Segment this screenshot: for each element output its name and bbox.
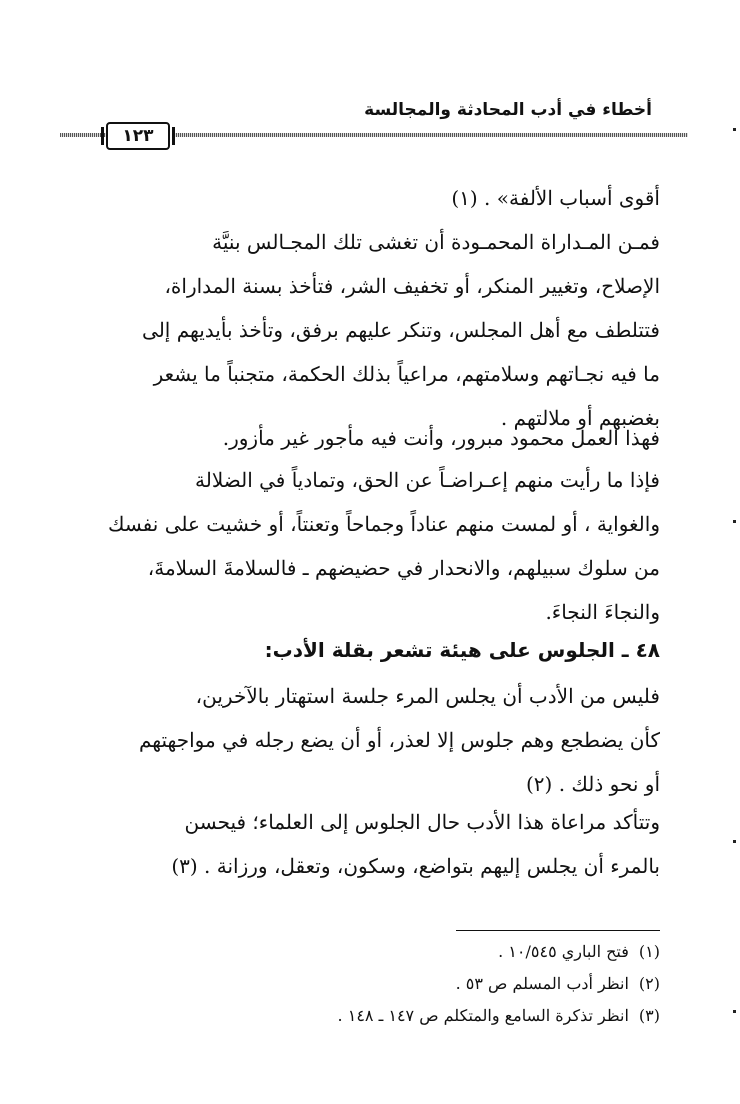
header-rule-right — [172, 133, 688, 137]
paragraph-6 — [60, 800, 660, 888]
text-line: وتتأكد مراعاة هذا الأدب حال الجلوس إلى العلماء؛ فيحسن — [184, 810, 660, 834]
paragraph-3 — [60, 416, 660, 460]
scan-speck — [733, 520, 736, 523]
footnote-text: انظر أدب المسلم ص ٥٣ . — [455, 974, 629, 993]
footnote-text: فتح الباري ١٠/٥٤٥ . — [498, 942, 629, 961]
scan-speck — [733, 1010, 736, 1013]
text-line: أقوى أسباب الألفة» . (١) — [451, 186, 660, 210]
header-rule-left — [60, 133, 106, 137]
paragraph-2 — [60, 220, 660, 440]
footnote-1 — [338, 936, 660, 968]
text-line: فهذا العمل محمود مبرور، وأنت فيه مأجور غير مأزور. — [222, 426, 660, 450]
text-line: أو نحو ذلك . (٢) — [525, 772, 660, 796]
text-line: فليس من الأدب أن يجلس المرء جلسة استهتار بالآخرين، — [195, 684, 660, 708]
footnote-3 — [338, 1000, 660, 1032]
paragraph-4 — [60, 458, 660, 634]
text-line: ما فيه نجـاتهم وسلامتهم، مراعياً بذلك الحكمة، متجنباً ما يشعر — [153, 362, 660, 386]
text-line: والغواية ، أو لمست منهم عناداً وجماحاً وتعنتاً، أو خشيت على نفسك — [107, 512, 660, 536]
scan-speck — [733, 840, 736, 843]
page-number: ١٢٣ — [106, 122, 170, 150]
text-line: بالمرء أن يجلس إليهم بتواضع، وسكون، وتعقل، ورزانة . (٣) — [171, 854, 660, 878]
running-title: أخطاء في أدب المحادثة والمجالسة — [364, 100, 652, 120]
paragraph-5 — [60, 674, 660, 806]
text-line: والنجاءَ النجاءَ. — [545, 600, 660, 624]
text-line: من سلوك سبيلهم، والانحدار في حضيضهم ـ فالسلامةَ السلامةَ، — [147, 556, 660, 580]
footnote-2 — [338, 968, 660, 1000]
footnotes — [338, 936, 660, 1032]
text-line: بغضبهم أو ملالتهم . — [500, 406, 660, 430]
text-line: كأن يضطجع وهم جلوس إلا لعذر، أو أن يضع رجله في مواجهتهم — [138, 728, 660, 752]
text-line: فتتلطف مع أهل المجلس، وتنكر عليهم برفق، وتأخذ بأيديهم إلى — [142, 318, 660, 342]
footnote-number: (٢) — [638, 974, 660, 993]
footnote-text: انظر تذكرة السامع والمتكلم ص ١٤٧ ـ ١٤٨ . — [337, 1006, 629, 1025]
text-line: فإذا ما رأيت منهم إعـراضـاً عن الحق، وتمادياً في الضلالة — [195, 468, 660, 492]
footnote-separator — [456, 930, 660, 931]
paragraph-1 — [60, 176, 660, 220]
text-line: فمـن المـداراة المحمـودة أن تغشى تلك المجـالس بنيَّة — [212, 230, 660, 254]
footnote-number: (٣) — [638, 1006, 660, 1025]
footnote-number: (١) — [638, 942, 660, 961]
section-heading: ٤٨ ـ الجلوس على هيئة تشعر بقلة الأدب: — [264, 638, 660, 662]
text-line: الإصلاح، وتغيير المنكر، أو تخفيف الشر، فتأخذ بسنة المداراة، — [164, 274, 660, 298]
scan-speck — [733, 128, 736, 131]
